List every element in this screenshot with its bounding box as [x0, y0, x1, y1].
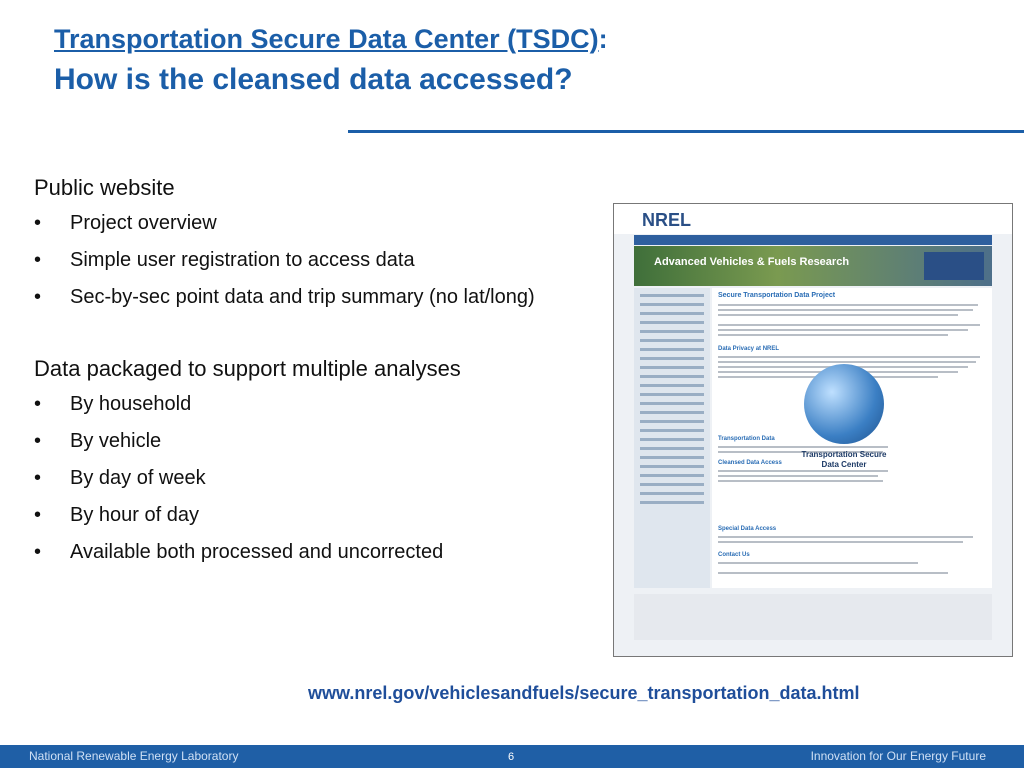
screenshot-footer — [634, 594, 992, 640]
slide-title-line2: How is the cleansed data accessed? — [54, 63, 573, 96]
data-packaged-list — [34, 392, 594, 565]
tsdc-graphic-label: Transportation Secure Data Center — [801, 450, 887, 469]
list-item: • By household — [34, 393, 192, 415]
screenshot-subhead: Cleansed Data Access — [718, 460, 782, 466]
list-item: • Available both processed and uncorrected — [34, 541, 444, 563]
screenshot-subhead: Contact Us — [718, 552, 750, 558]
screenshot-sidebar — [634, 288, 710, 588]
footer-organization: National Renewable Energy Laboratory — [29, 749, 239, 763]
screenshot-subhead: Data Privacy at NREL — [718, 346, 780, 352]
screenshot-header — [614, 204, 1012, 234]
screenshot-banner — [634, 246, 992, 286]
tsdc-globe-graphic — [804, 364, 884, 444]
screenshot-subhead: Transportation Data — [718, 436, 775, 442]
screenshot-search-box — [924, 252, 984, 280]
list-item: • By vehicle — [34, 430, 162, 452]
list-item: • Sec-by-sec point data and trip summary (no lat/long) — [34, 286, 535, 308]
list-item: • By day of week — [34, 467, 206, 489]
list-item: • Simple user registration to access data — [34, 249, 415, 271]
website-screenshot — [613, 203, 1013, 657]
slide-footer — [0, 745, 1024, 768]
title-colon: : — [598, 24, 608, 54]
footer-tagline: Innovation for Our Energy Future — [810, 749, 986, 763]
website-url-link[interactable]: www.nrel.gov/vehiclesandfuels/secure_transportation_data.html — [308, 683, 860, 703]
list-item: • Project overview — [34, 212, 217, 234]
slide-title-line1 — [54, 24, 608, 55]
public-website-list — [34, 211, 594, 310]
section-heading-public-website: Public website — [34, 175, 175, 200]
screenshot-subhead: Special Data Access — [718, 526, 777, 532]
slide-body — [34, 173, 594, 577]
banner-title: Advanced Vehicles & Fuels Research — [654, 256, 850, 268]
title-divider — [348, 130, 1024, 133]
section-heading-data-packaged: Data packaged to support multiple analyses — [34, 356, 461, 381]
list-item: • By hour of day — [34, 504, 199, 526]
page-number: 6 — [508, 751, 515, 763]
screenshot-page-heading: Secure Transportation Data Project — [718, 292, 836, 299]
nrel-logo: NREL — [642, 210, 691, 230]
screenshot-nav-bar — [634, 235, 992, 245]
tsdc-title-link[interactable]: Transportation Secure Data Center (TSDC) — [54, 24, 599, 54]
